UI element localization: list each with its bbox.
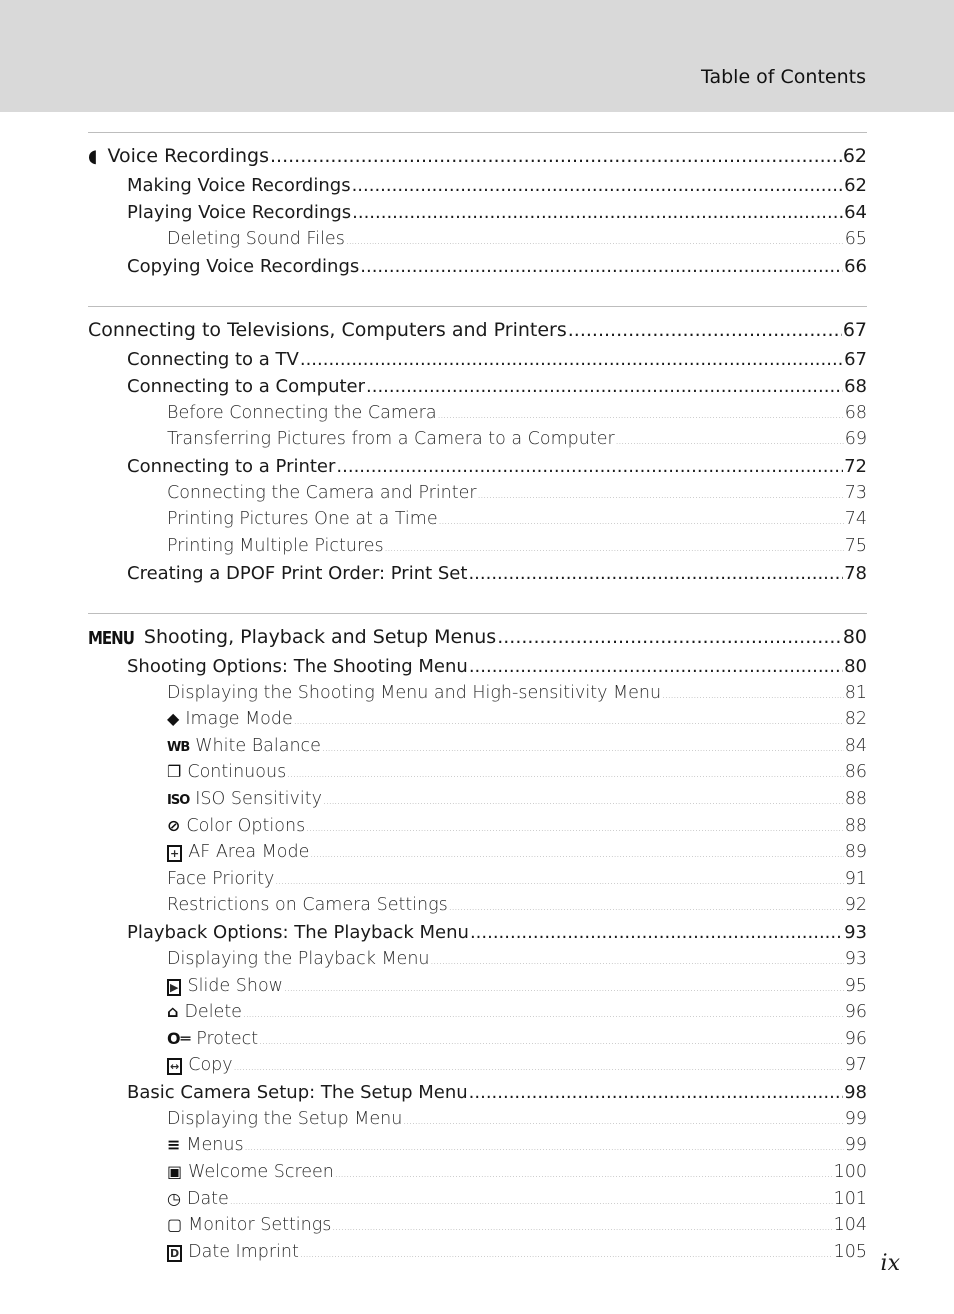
dot-leader — [352, 172, 844, 199]
dot-leader — [438, 403, 844, 430]
toc-subentry[interactable] — [88, 786, 867, 813]
toc-page-number: 75 — [844, 535, 867, 556]
toc-entry-label-wrap — [167, 1159, 334, 1186]
toc-entry-label: Connecting the Camera and Printer — [167, 482, 477, 503]
toc-entry-label-wrap — [127, 253, 359, 280]
toc-entry[interactable] — [88, 653, 867, 680]
toc-page-number: 64 — [844, 202, 867, 223]
toc-entry-label-wrap — [167, 480, 477, 507]
toc-entry-label: Displaying the Shooting Menu and High-sensitivity Menu — [167, 682, 662, 703]
toc-entry-label-wrap — [127, 373, 365, 400]
dot-leader — [259, 1029, 844, 1056]
toc-subentry[interactable] — [88, 866, 867, 893]
toc-entry-label: Copy — [188, 1055, 233, 1076]
dot-leader — [469, 653, 843, 680]
toc-page-number: 68 — [844, 402, 867, 423]
toc-page-number: 67 — [842, 318, 867, 341]
toc-entry-label: Shooting Options: The Shooting Menu — [127, 655, 468, 677]
toc-subentry[interactable] — [88, 759, 867, 786]
dot-leader — [230, 1189, 833, 1216]
menus-icon: ≡ — [167, 1135, 181, 1155]
toc-entry-label-wrap — [167, 1212, 331, 1239]
protect-icon: O═ — [167, 1028, 191, 1048]
dot-leader — [300, 346, 843, 373]
dot-leader — [287, 762, 844, 789]
toc-entry-label-wrap — [167, 946, 430, 973]
toc-subentry[interactable] — [88, 426, 867, 453]
toc-entry-label: Basic Camera Setup: The Setup Menu — [127, 1081, 468, 1103]
toc-page-number: 88 — [844, 815, 867, 836]
toc-entry-label-wrap — [167, 866, 274, 893]
toc-page-number: 81 — [844, 682, 867, 703]
toc-entry-label: Date Imprint — [188, 1241, 299, 1262]
toc-entry-label: Playing Voice Recordings — [127, 202, 352, 223]
toc-section-heading[interactable] — [88, 315, 867, 346]
toc-subentry[interactable] — [88, 813, 867, 840]
page-header-title: Table of Contents — [701, 66, 866, 88]
toc-entry-label: White Balance — [195, 735, 321, 756]
color-options-icon: ⊘ — [167, 815, 181, 835]
dot-leader — [234, 1055, 844, 1082]
dot-leader — [431, 949, 844, 976]
toc-entry-label-wrap — [167, 786, 322, 815]
toc-page-number: 96 — [844, 1002, 867, 1023]
toc-section-heading[interactable] — [88, 622, 867, 653]
toc-page-number: 84 — [844, 735, 867, 756]
toc-entry-label-wrap — [167, 400, 437, 427]
dot-leader — [662, 683, 844, 710]
toc-entry-label: ISO Sensitivity — [195, 788, 322, 809]
dot-leader — [310, 842, 843, 869]
toc-page-number: 89 — [844, 842, 867, 863]
toc-page-number: 67 — [844, 348, 867, 370]
dot-leader — [275, 869, 843, 896]
toc-entry[interactable] — [88, 919, 867, 946]
menu-icon: MENU — [88, 626, 134, 649]
dot-leader — [568, 315, 842, 346]
toc-page-number: 104 — [833, 1215, 867, 1236]
toc-page-number: 80 — [844, 655, 867, 677]
toc-entry-label-wrap — [167, 892, 448, 919]
copy-icon: ↔ — [167, 1058, 182, 1075]
toc-entry[interactable] — [88, 560, 867, 587]
toc-page-number: 98 — [844, 1081, 867, 1103]
toc-entry-label: Connecting to a TV — [127, 348, 299, 370]
date-icon: ◷ — [167, 1188, 181, 1208]
toc-entry-label: Slide Show — [187, 975, 283, 996]
toc-entry-label: Welcome Screen — [188, 1162, 334, 1183]
dot-leader — [468, 560, 843, 587]
toc-entry-label: Face Priority — [167, 868, 275, 889]
toc-entry-label-wrap — [167, 533, 384, 560]
toc-entry-label: Creating a DPOF Print Order: Print Set — [127, 562, 468, 584]
toc-entry-label-wrap — [127, 919, 469, 946]
toc-subentry[interactable] — [88, 226, 867, 253]
toc-entry-label: Printing Multiple Pictures — [167, 535, 384, 556]
toc-entry-label-wrap — [167, 839, 309, 866]
toc-entry[interactable] — [88, 253, 867, 280]
toc-page-number: 92 — [844, 895, 867, 916]
image-mode-icon: ◆ — [167, 709, 180, 729]
continuous-icon: ❐ — [167, 762, 182, 782]
toc-subentry[interactable] — [88, 506, 867, 533]
toc-subentry[interactable] — [88, 1212, 867, 1239]
toc-subentry[interactable] — [88, 706, 867, 733]
toc-entry-label-wrap — [127, 653, 468, 680]
toc-page-number: 88 — [844, 788, 867, 809]
microphone-icon: ◖ — [88, 146, 98, 167]
toc-page-number: 91 — [844, 868, 867, 889]
toc-subentry[interactable] — [88, 1159, 867, 1186]
toc-entry[interactable] — [88, 346, 867, 373]
toc-subentry[interactable] — [88, 1132, 867, 1159]
toc-entry-label: Image Mode — [185, 709, 293, 730]
toc-entry[interactable] — [88, 453, 867, 480]
toc-entry-label-wrap — [167, 813, 305, 840]
toc-subentry[interactable] — [88, 480, 867, 507]
dot-leader — [322, 736, 844, 763]
toc-page-number: 66 — [844, 255, 867, 277]
toc-entry-label-wrap — [127, 172, 351, 199]
toc-entry-label-wrap — [167, 1052, 233, 1079]
dot-leader — [366, 373, 843, 400]
header-band — [0, 0, 954, 112]
toc-entry-label-wrap — [167, 733, 321, 762]
toc-subentry[interactable] — [88, 680, 867, 707]
toc-subentry[interactable] — [88, 400, 867, 427]
toc-page-number: 69 — [844, 429, 867, 450]
toc-entry-label-wrap — [88, 315, 567, 346]
toc-entry-label: Connecting to a Computer — [127, 375, 366, 397]
toc-entry-label: Delete — [184, 1002, 242, 1023]
toc-entry-label: Monitor Settings — [188, 1215, 332, 1236]
toc-entry-label-wrap — [127, 453, 335, 480]
dot-leader — [478, 483, 844, 510]
toc-section — [88, 613, 867, 1266]
toc-section — [88, 306, 867, 587]
toc-page-number: 96 — [844, 1028, 867, 1049]
toc-entry[interactable] — [88, 199, 867, 226]
dot-leader — [284, 976, 844, 1003]
dot-leader — [335, 1162, 833, 1189]
dot-leader — [332, 1215, 832, 1242]
dot-leader — [243, 1002, 844, 1029]
toc-entry-label-wrap — [167, 1026, 258, 1053]
dot-leader — [470, 919, 843, 946]
dot-leader — [245, 1135, 844, 1162]
toc-subentry[interactable] — [88, 892, 867, 919]
toc-entry-label: Connecting to Televisions, Computers and Printers — [88, 318, 567, 341]
toc-entry-label-wrap — [167, 759, 286, 786]
dot-leader — [270, 141, 842, 172]
toc-entry-label-wrap — [167, 680, 661, 707]
dot-leader — [346, 229, 844, 256]
toc-entry-label: Playback Options: The Playback Menu — [127, 921, 469, 943]
dot-leader — [385, 536, 844, 563]
toc-section-heading[interactable] — [88, 141, 867, 172]
toc-entry[interactable] — [88, 172, 867, 199]
toc-entry-label-wrap — [167, 1106, 402, 1133]
toc-entry-label: Making Voice Recordings — [127, 175, 351, 196]
toc-page-number: 65 — [844, 229, 867, 249]
toc-subentry[interactable] — [88, 1186, 867, 1213]
toc-entry-label: Connecting to a Printer — [127, 455, 336, 477]
toc-page-number: 101 — [833, 1188, 867, 1209]
dot-leader — [323, 789, 844, 816]
toc-entry-label: Copying Voice Recordings — [127, 255, 360, 277]
toc-entry-label-wrap — [127, 199, 351, 226]
toc-page-number: 99 — [844, 1108, 867, 1129]
monitor-settings-icon: ▢ — [167, 1215, 183, 1235]
toc-page-number: 97 — [844, 1055, 867, 1076]
toc-entry-label: Restrictions on Camera Settings — [167, 895, 448, 916]
toc-subentry[interactable] — [88, 533, 867, 560]
toc-entry-label: Menus — [186, 1135, 244, 1156]
toc-page-number: 78 — [844, 562, 867, 584]
toc-entry-label-wrap — [127, 346, 299, 373]
toc-page-number: 68 — [844, 375, 867, 397]
dot-leader — [403, 1109, 843, 1136]
welcome-screen-icon: ▣ — [167, 1162, 183, 1182]
af-area-icon: + — [167, 845, 182, 862]
toc-entry-label-wrap — [167, 426, 615, 453]
toc-subentry[interactable] — [88, 1106, 867, 1133]
toc-subentry[interactable] — [88, 1052, 867, 1079]
toc-page-number: 86 — [844, 762, 867, 783]
toc-entry-label: Transferring Pictures from a Camera to a Computer — [167, 429, 615, 450]
table-of-contents — [88, 132, 867, 1291]
toc-entry-label-wrap — [167, 506, 438, 533]
toc-entry-label-wrap — [167, 999, 242, 1026]
toc-subentry[interactable] — [88, 1026, 867, 1053]
toc-page-number: 62 — [842, 145, 867, 167]
toc-entry-label-wrap — [167, 706, 293, 733]
toc-entry-label: Before Connecting the Camera — [167, 402, 437, 423]
dot-leader — [469, 1079, 843, 1106]
dot-leader — [449, 895, 844, 922]
toc-subentry[interactable] — [88, 733, 867, 760]
toc-page-number: 93 — [844, 921, 867, 943]
iso-icon: ISO — [167, 792, 190, 808]
dot-leader — [294, 709, 844, 736]
white-balance-icon: WB — [167, 739, 190, 755]
toc-entry-label: Deleting Sound Files — [167, 229, 345, 249]
dot-leader — [306, 816, 844, 843]
toc-page-number: 93 — [844, 948, 867, 969]
dot-leader — [616, 429, 844, 456]
toc-subentry[interactable] — [88, 946, 867, 973]
toc-entry-label-wrap — [167, 1186, 229, 1213]
dot-leader — [300, 1242, 833, 1269]
toc-entry-label-wrap — [127, 1079, 468, 1106]
toc-page-number: 73 — [844, 482, 867, 503]
toc-page-number: 62 — [844, 175, 867, 196]
toc-subentry[interactable] — [88, 1239, 867, 1266]
toc-subentry[interactable] — [88, 973, 867, 1000]
toc-entry-label: Protect — [196, 1028, 259, 1049]
toc-subentry[interactable] — [88, 999, 867, 1026]
toc-entry-label-wrap — [88, 622, 496, 654]
date-imprint-icon: D — [167, 1245, 182, 1262]
toc-page-number: 80 — [842, 625, 867, 648]
toc-entry-label: AF Area Mode — [188, 842, 310, 863]
toc-entry-label: Continuous — [187, 762, 287, 783]
toc-page-number: 100 — [833, 1162, 867, 1183]
toc-entry[interactable] — [88, 1079, 867, 1106]
dot-leader — [439, 509, 844, 536]
toc-entry-label: Date — [186, 1188, 229, 1209]
toc-page-number: 82 — [844, 709, 867, 730]
toc-entry-label-wrap — [167, 226, 345, 253]
page-number: ix — [880, 1251, 900, 1276]
toc-page-number: 105 — [833, 1241, 867, 1262]
toc-entry-label-wrap — [167, 1132, 244, 1159]
toc-entry-label: Printing Pictures One at a Time — [167, 509, 438, 530]
toc-entry-label-wrap — [167, 1239, 299, 1266]
toc-entry-label-wrap — [127, 560, 467, 587]
toc-entry[interactable] — [88, 373, 867, 400]
toc-section — [88, 132, 867, 280]
toc-subentry[interactable] — [88, 839, 867, 866]
toc-page-number: 72 — [844, 455, 867, 477]
toc-entry-label: Color Options — [186, 815, 306, 836]
dot-leader — [497, 622, 842, 653]
toc-entry-label: Shooting, Playback and Setup Menus — [143, 625, 497, 648]
toc-entry-label-wrap — [167, 973, 283, 1000]
toc-page-number: 95 — [844, 975, 867, 996]
toc-entry-label: Voice Recordings — [107, 145, 270, 167]
dot-leader — [352, 199, 843, 226]
slide-show-icon: ▶ — [167, 979, 181, 996]
toc-page-number: 74 — [844, 509, 867, 530]
dot-leader — [336, 453, 843, 480]
toc-entry-label: Displaying the Setup Menu — [167, 1108, 403, 1129]
toc-entry-label: Displaying the Playback Menu — [167, 948, 430, 969]
delete-icon: ⌂ — [167, 1002, 179, 1022]
toc-entry-label-wrap — [88, 141, 269, 172]
toc-page-number: 99 — [844, 1135, 867, 1156]
dot-leader — [360, 253, 843, 280]
